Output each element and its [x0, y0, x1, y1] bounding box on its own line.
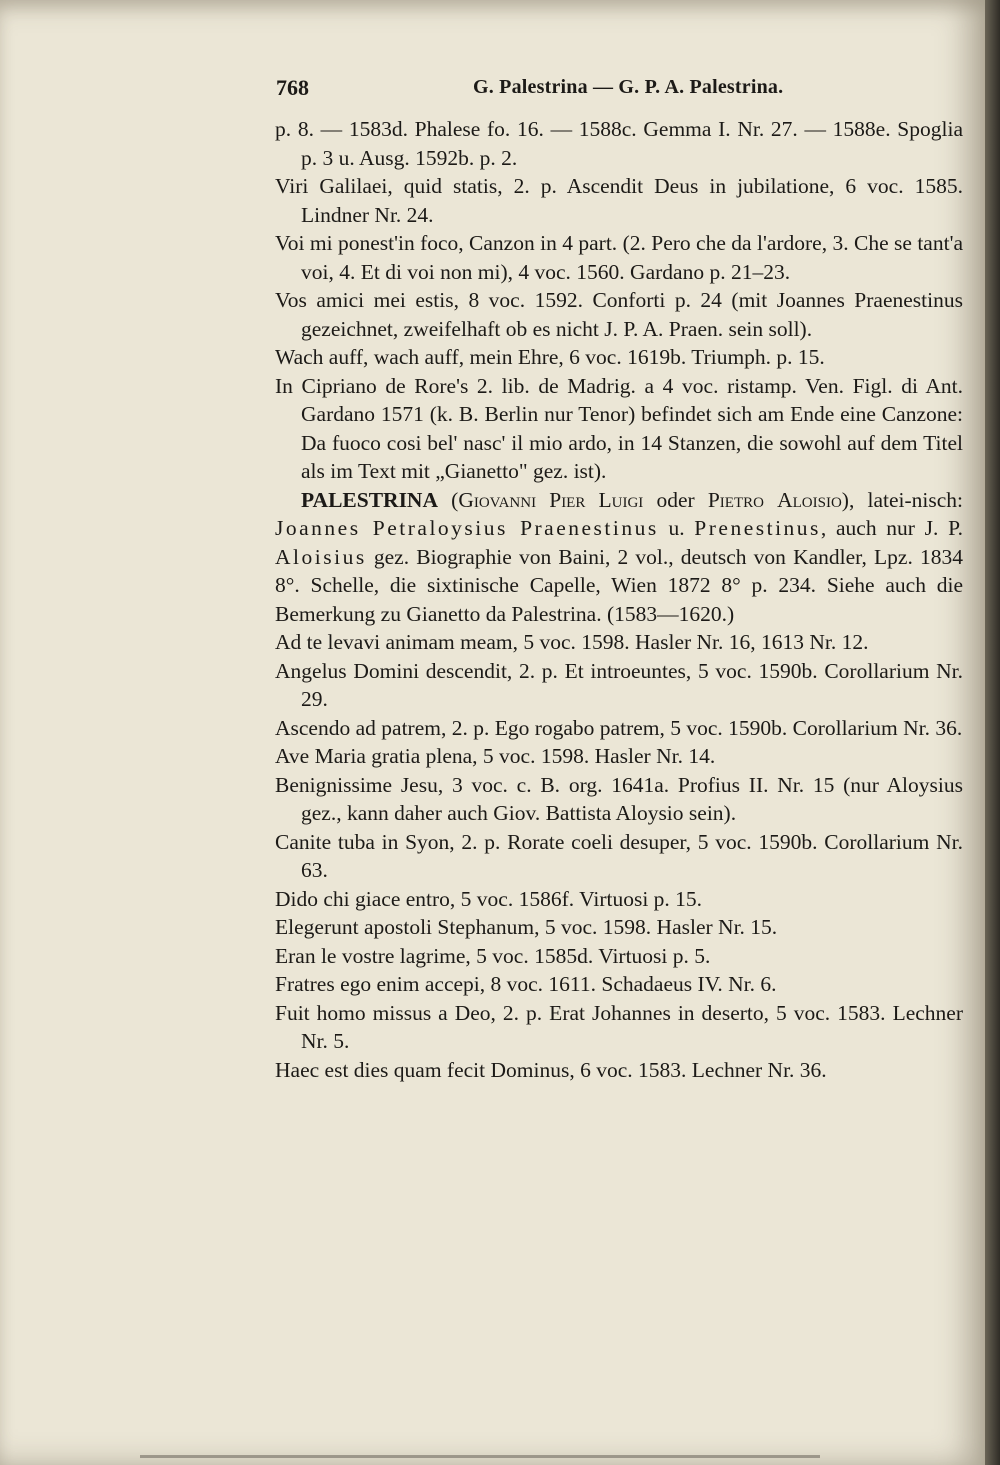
work-entry: Angelus Domini descendit, 2. p. Et introeuntes, 5 voc. 1590b. Corollarium Nr. 29. [275, 658, 963, 711]
page-header [276, 75, 966, 105]
composer-heading-paragraph: PALESTRINA (Giovanni Pier Luigi oder Pietro Aloisio), latei-nisch: Joannes Petraloysius Praenestinus u. Prenestinus, auch nur J. P. Aloisius gez. Biographie von Baini, 2 vol., deutsch von Kandler, Lpz. 1834 8°. Schelle, die sixtinische Capelle, Wien 1872 8° p. 234. Siehe auch die Bemerkung zu Gianetto da Palestrina. (1583—1620.) [275, 487, 964, 626]
work-entry: Benignissime Jesu, 3 voc. c. B. org. 1641a. Profius II. Nr. 15 (nur Aloysius gez., kann daher auch Giov. Battista Aloysio sein). [275, 772, 963, 825]
entry-voi-mi-ponest: Voi mi ponest'in foco, Canzon in 4 part. (2. Pero che da l'ardore, 3. Che se tant'a voi, 4. Et di voi non mi), 4 voc. 1560. Gardano p. 21–23. [275, 231, 963, 284]
work-entry: Eran le vostre lagrime, 5 voc. 1585d. Virtuosi p. 5. [275, 943, 711, 968]
work-entry: Elegerunt apostoli Stephanum, 5 voc. 1598. Hasler Nr. 15. [275, 915, 778, 939]
entry-cipriano-note: In Cipriano de Rore's 2. lib. de Madrig. a 4 voc. ristamp. Ven. Figl. di Ant. Gardano 1571 (k. B. Berlin nur Tenor) befindet sich am Ende eine Canzone: Da fuoco cosi bel' nasc' il mio ardo, in 14 Stanzen, die sowohl auf dem Titel als im Text mit „Gianetto" gez. ist). [275, 373, 963, 483]
work-entry: Haec est dies quam fecit Dominus, 6 voc. 1583. Lechner Nr. 36. [275, 1057, 827, 1082]
entry-continuation: p. 8. — 1583d. Phalese fo. 16. — 1588c. Gemma I. Nr. 27. — 1588e. Spoglia p. 3 u. Ausg. 1592b. p. 2. [275, 117, 963, 170]
work-entry: Canite tuba in Syon, 2. p. Rorate coeli desuper, 5 voc. 1590b. Corollarium Nr. 63. [275, 829, 963, 882]
entry-wach-auff: Wach auff, wach auff, mein Ehre, 6 voc. 1619b. Triumph. p. 15. [275, 345, 825, 369]
work-entry: Ascendo ad patrem, 2. p. Ego rogabo patrem, 5 voc. 1590b. Corollarium Nr. 36. [275, 715, 963, 740]
entry-vos-amici: Vos amici mei estis, 8 voc. 1592. Conforti p. 24 (mit Joannes Praenestinus gezeichnet, zweifelhaft ob es nicht J. P. A. Praen. sein soll). [275, 288, 963, 341]
text-body [275, 115, 963, 1084]
entry-viri-galilaei: Viri Galilaei, quid statis, 2. p. Ascendit Deus in jubilatione, 6 voc. 1585. Lindner Nr. 24. [275, 174, 963, 227]
latin-name: Joannes Petraloysius Praenestinus [275, 516, 659, 540]
work-entry: Ad te levavi animam meam, 5 voc. 1598. Hasler Nr. 16, 1613 Nr. 12. [275, 630, 869, 654]
composer-name: PALESTRINA [301, 487, 438, 512]
work-entry: Ave Maria gratia plena, 5 voc. 1598. Hasler Nr. 14. [275, 744, 716, 768]
work-entry: Fratres ego enim accepi, 8 voc. 1611. Schadaeus IV. Nr. 6. [275, 972, 777, 996]
page-number: 768 [276, 75, 309, 100]
book-edge [985, 0, 1000, 1465]
bottom-shadow-line [140, 1455, 820, 1458]
work-entry: Fuit homo missus a Deo, 2. p. Erat Johannes in deserto, 5 voc. 1583. Lechner Nr. 5. [275, 1000, 963, 1053]
running-title: G. Palestrina — G. P. A. Palestrina. [473, 76, 784, 98]
work-entry: Dido chi giace entro, 5 voc. 1586f. Virtuosi p. 15. [275, 886, 703, 911]
